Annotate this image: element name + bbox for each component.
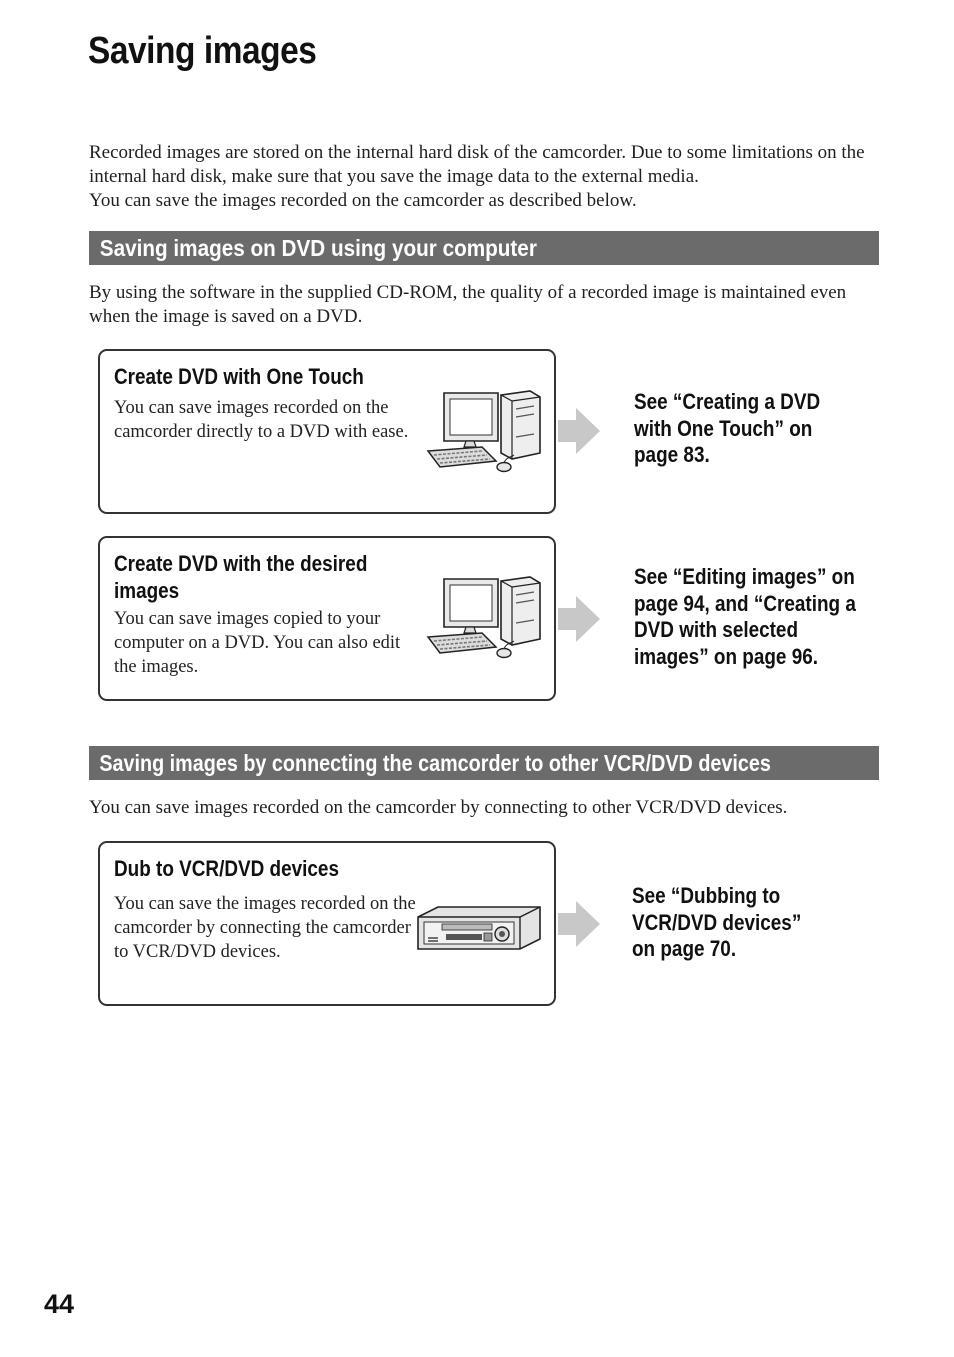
card-text: You can save images recorded on the camcorder directly to a DVD with ease.: [114, 398, 409, 442]
section-heading-vcr-text: Saving images by connecting the camcorder to other VCR/DVD devices: [99, 750, 771, 776]
computer-icon: [426, 575, 544, 666]
reference-link[interactable]: See “Creating a DVD with One Touch” on page 83.: [634, 389, 821, 467]
computer-icon: [426, 389, 544, 480]
card-desired-images: [98, 536, 556, 701]
vcr-icon: [416, 905, 544, 956]
card-dub-vcr: [98, 841, 556, 1006]
section-heading-vcr: [89, 746, 879, 780]
section-description-vcr: You can save images recorded on the camcorder by connecting to other VCR/DVD devices.: [89, 797, 788, 818]
card-text: You can save the images recorded on the camcorder by connecting the camcorder to VCR/DVD devices.: [114, 894, 416, 962]
intro-text: [89, 141, 889, 213]
arrow-icon: [558, 406, 602, 456]
card-one-touch: [98, 349, 556, 514]
card-text: You can save images copied to your computer on a DVD. You can also edit the images.: [114, 609, 401, 677]
arrow-icon: [558, 899, 602, 949]
card-title: Dub to VCR/DVD devices: [114, 856, 339, 881]
intro-paragraph-2: You can save the images recorded on the camcorder as described below.: [89, 190, 637, 211]
page-title: Saving images: [88, 30, 317, 72]
arrow-icon: [558, 594, 602, 644]
section-description-dvd: By using the software in the supplied CD-ROM, the quality of a recorded image is maintained even when the image is saved on a DVD.: [89, 282, 847, 327]
card-title: Create DVD with the desired images: [114, 551, 368, 603]
intro-paragraph: Recorded images are stored on the internal hard disk of the camcorder. Due to some limitations on the internal hard disk, make sure that you save the image data to the external media.: [89, 142, 865, 187]
reference-link[interactable]: See “Editing images” on page 94, and “Creating a DVD with selected images” on page 96.: [634, 564, 856, 669]
page-number: 44: [44, 1289, 75, 1319]
reference-link[interactable]: See “Dubbing to VCR/DVD devices” on page 70.: [632, 883, 802, 961]
card-title: Create DVD with One Touch: [114, 364, 364, 389]
section-heading-dvd: [89, 231, 879, 265]
section-heading-dvd-text: Saving images on DVD using your computer: [99, 235, 537, 261]
